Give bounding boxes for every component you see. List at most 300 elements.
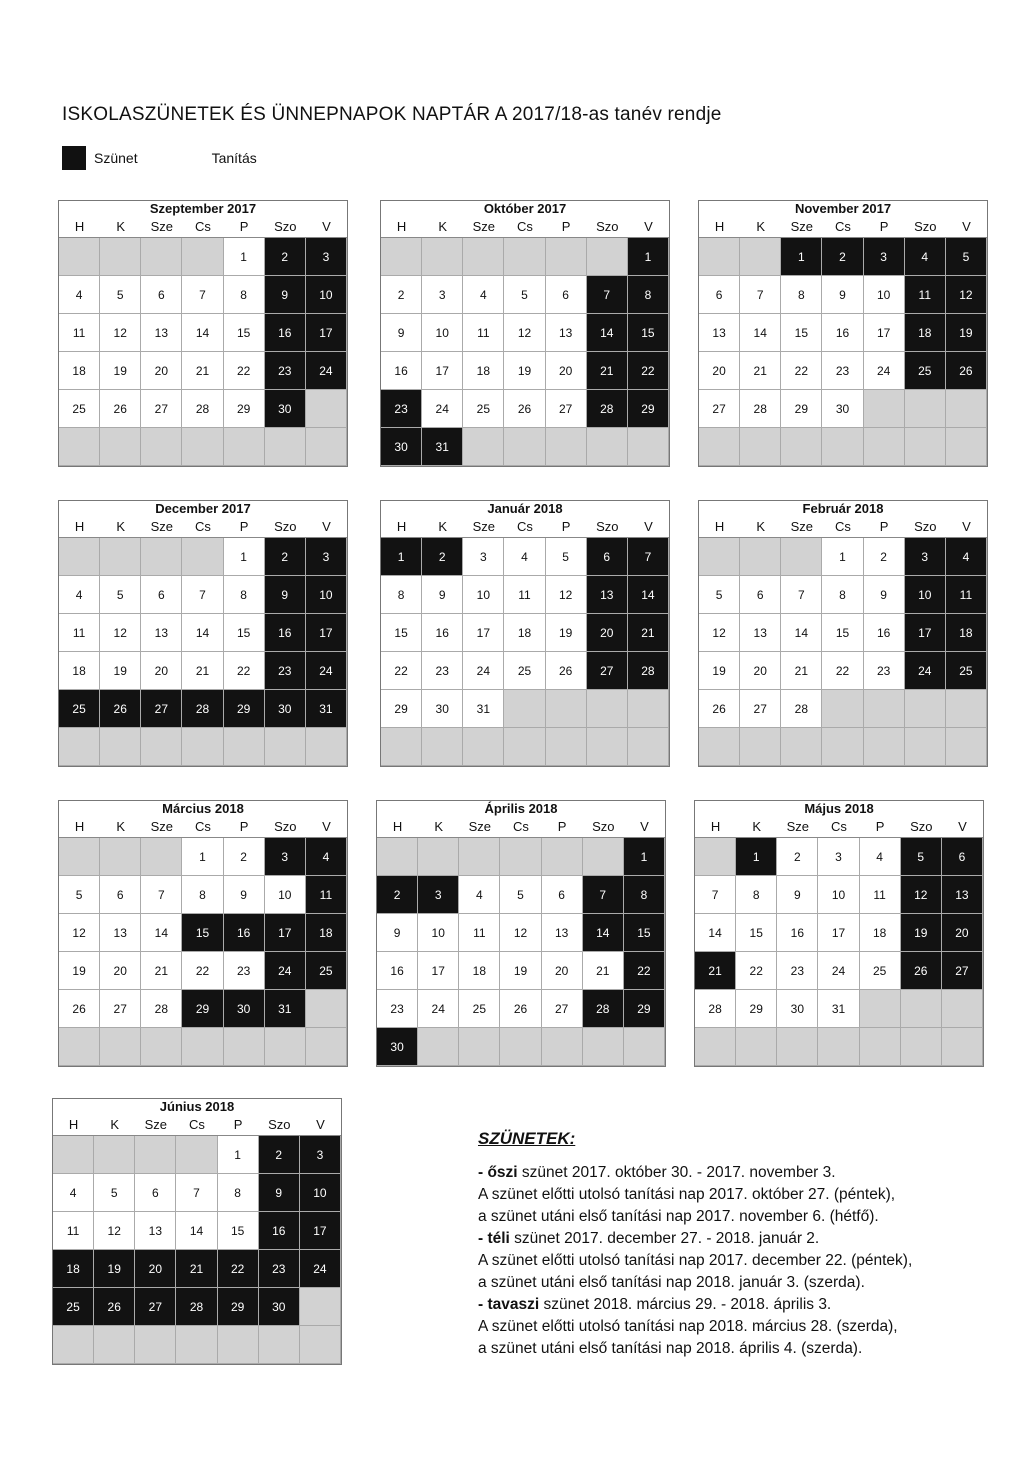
day-cell-break: 25 xyxy=(53,1288,94,1326)
day-cell: 16 xyxy=(777,914,818,952)
day-cell: 20 xyxy=(141,352,182,390)
day-cell: 23 xyxy=(224,952,265,990)
day-cell: 10 xyxy=(818,876,859,914)
weekday-label: K xyxy=(116,519,126,534)
empty-cell xyxy=(218,1326,259,1364)
day-cell: 13 xyxy=(740,614,781,652)
empty-cell xyxy=(500,1028,541,1066)
day-cell: 11 xyxy=(53,1212,94,1250)
empty-cell xyxy=(864,428,905,466)
empty-cell xyxy=(182,728,223,766)
day-cell-break: 8 xyxy=(628,276,669,314)
day-cell: 18 xyxy=(860,914,901,952)
day-cell-break: 21 xyxy=(695,952,736,990)
day-cell: 19 xyxy=(699,652,740,690)
day-cell: 24 xyxy=(422,390,463,428)
month-title: November 2017 xyxy=(794,201,892,216)
day-cell-break: 11 xyxy=(946,576,987,614)
day-cell: 11 xyxy=(860,876,901,914)
day-cell-break: 24 xyxy=(306,652,347,690)
month-title: Március 2018 xyxy=(162,801,244,816)
day-cell: 9 xyxy=(822,276,863,314)
empty-cell xyxy=(182,238,223,276)
day-cell-break: 25 xyxy=(905,352,946,390)
month-calendar xyxy=(58,800,348,1067)
weekday-label: V xyxy=(316,1117,325,1132)
month-title: Április 2018 xyxy=(484,801,558,816)
month-calendar xyxy=(376,800,666,1067)
month-calendar xyxy=(698,200,988,467)
day-cell-break: 28 xyxy=(628,652,669,690)
day-cell-break: 15 xyxy=(182,914,223,952)
day-cell-break: 3 xyxy=(265,838,306,876)
day-cell: 16 xyxy=(422,614,463,652)
day-cell-break: 28 xyxy=(587,390,628,428)
day-cell-break: 1 xyxy=(781,238,822,276)
day-cell: 10 xyxy=(422,314,463,352)
empty-cell xyxy=(377,838,418,876)
day-cell: 8 xyxy=(822,576,863,614)
empty-cell xyxy=(695,838,736,876)
day-cell: 21 xyxy=(182,352,223,390)
day-cell-break: 28 xyxy=(182,690,223,728)
empty-cell xyxy=(182,538,223,576)
day-cell: 17 xyxy=(422,352,463,390)
weekday-label: K xyxy=(438,519,448,534)
weekday-label: H xyxy=(74,819,85,834)
day-cell-break: 30 xyxy=(224,990,265,1028)
day-cell-break: 15 xyxy=(624,914,665,952)
day-cell-break: 1 xyxy=(381,538,422,576)
weekday-label: V xyxy=(958,819,967,834)
empty-cell xyxy=(905,390,946,428)
empty-cell xyxy=(587,690,628,728)
weekday-label: K xyxy=(438,219,448,234)
day-cell: 2 xyxy=(864,538,905,576)
day-cell: 5 xyxy=(699,576,740,614)
day-cell-break: 22 xyxy=(628,352,669,390)
day-cell-break: 19 xyxy=(94,1250,135,1288)
empty-cell xyxy=(94,1136,135,1174)
month-title: Május 2018 xyxy=(804,801,874,816)
weekday-label: Szo xyxy=(914,519,937,534)
day-cell: 11 xyxy=(463,314,504,352)
day-cell-break: 26 xyxy=(100,690,141,728)
day-cell-break: 3 xyxy=(306,238,347,276)
notes-lines xyxy=(478,1162,912,1360)
day-cell-break: 19 xyxy=(946,314,987,352)
day-grid xyxy=(381,237,669,466)
day-cell: 3 xyxy=(463,538,504,576)
weekday-label: P xyxy=(875,819,885,834)
day-grid xyxy=(699,537,987,766)
month-calendar xyxy=(58,200,348,467)
empty-cell xyxy=(224,1028,265,1066)
empty-cell xyxy=(135,1326,176,1364)
day-cell: 8 xyxy=(182,876,223,914)
empty-cell xyxy=(905,728,946,766)
day-grid xyxy=(59,237,347,466)
day-cell: 9 xyxy=(381,314,422,352)
empty-cell xyxy=(59,238,100,276)
day-cell: 13 xyxy=(141,314,182,352)
day-cell: 14 xyxy=(182,614,223,652)
empty-cell xyxy=(740,428,781,466)
day-grid xyxy=(53,1135,341,1364)
day-cell: 24 xyxy=(463,652,504,690)
empty-cell xyxy=(777,1028,818,1066)
day-cell: 5 xyxy=(59,876,100,914)
day-cell-break: 18 xyxy=(905,314,946,352)
note-line: - őszi szünet 2017. október 30. - 2017. november 3. xyxy=(478,1164,836,1181)
legend xyxy=(62,146,257,170)
empty-cell xyxy=(628,690,669,728)
empty-cell xyxy=(141,838,182,876)
day-cell: 29 xyxy=(736,990,777,1028)
day-cell: 24 xyxy=(418,990,459,1028)
day-cell-break: 25 xyxy=(946,652,987,690)
day-cell-break: 20 xyxy=(942,914,983,952)
weekday-label: Sze xyxy=(472,519,496,534)
day-cell-break: 30 xyxy=(377,1028,418,1066)
day-cell-break: 13 xyxy=(587,576,628,614)
day-cell-break: 22 xyxy=(624,952,665,990)
empty-cell xyxy=(141,238,182,276)
day-cell: 22 xyxy=(224,352,265,390)
empty-cell xyxy=(546,238,587,276)
empty-cell xyxy=(224,428,265,466)
empty-cell xyxy=(418,838,459,876)
day-cell: 22 xyxy=(224,652,265,690)
day-cell: 23 xyxy=(822,352,863,390)
empty-cell xyxy=(628,428,669,466)
empty-cell xyxy=(306,728,347,766)
day-cell: 1 xyxy=(218,1136,259,1174)
day-cell-break: 5 xyxy=(901,838,942,876)
day-cell-break: 2 xyxy=(265,238,306,276)
day-cell: 27 xyxy=(699,390,740,428)
day-cell-break: 14 xyxy=(628,576,669,614)
day-cell: 5 xyxy=(100,276,141,314)
empty-cell xyxy=(94,1326,135,1364)
day-cell: 25 xyxy=(504,652,545,690)
day-cell: 13 xyxy=(546,314,587,352)
day-cell: 19 xyxy=(100,652,141,690)
day-cell-break: 10 xyxy=(306,276,347,314)
empty-cell xyxy=(306,390,347,428)
empty-cell xyxy=(100,728,141,766)
day-cell: 5 xyxy=(100,576,141,614)
day-cell: 9 xyxy=(422,576,463,614)
empty-cell xyxy=(822,428,863,466)
weekday-label: Cs xyxy=(835,219,851,234)
day-cell: 15 xyxy=(224,314,265,352)
day-cell: 11 xyxy=(59,614,100,652)
day-cell-break: 29 xyxy=(182,990,223,1028)
day-cell-break: 18 xyxy=(53,1250,94,1288)
empty-cell xyxy=(946,690,987,728)
weekday-label: Szo xyxy=(596,519,619,534)
day-cell: 20 xyxy=(740,652,781,690)
day-cell-break: 29 xyxy=(628,390,669,428)
day-cell: 20 xyxy=(141,652,182,690)
day-cell: 10 xyxy=(463,576,504,614)
empty-cell xyxy=(736,1028,777,1066)
empty-cell xyxy=(463,238,504,276)
empty-cell xyxy=(100,428,141,466)
day-cell: 15 xyxy=(224,614,265,652)
day-cell-break: 29 xyxy=(224,690,265,728)
weekday-label: Szo xyxy=(274,219,297,234)
empty-cell xyxy=(583,838,624,876)
day-cell: 22 xyxy=(822,652,863,690)
empty-cell xyxy=(53,1136,94,1174)
weekday-label: V xyxy=(322,819,331,834)
day-cell: 30 xyxy=(422,690,463,728)
empty-cell xyxy=(459,838,500,876)
empty-cell xyxy=(265,728,306,766)
day-cell-break: 27 xyxy=(141,690,182,728)
weekday-label: P xyxy=(561,519,571,534)
weekday-label: V xyxy=(640,819,649,834)
day-cell: 12 xyxy=(100,614,141,652)
empty-cell xyxy=(628,728,669,766)
weekday-label: Sze xyxy=(468,819,492,834)
note-line: a szünet utáni első tanítási nap 2017. november 6. (hétfő). xyxy=(478,1208,879,1225)
empty-cell xyxy=(265,428,306,466)
empty-cell xyxy=(699,728,740,766)
empty-cell xyxy=(182,428,223,466)
empty-cell xyxy=(542,838,583,876)
empty-cell xyxy=(860,990,901,1028)
day-cell-break: 2 xyxy=(259,1136,300,1174)
day-cell: 8 xyxy=(736,876,777,914)
day-cell-break: 16 xyxy=(265,614,306,652)
empty-cell xyxy=(583,1028,624,1066)
day-cell: 5 xyxy=(546,538,587,576)
day-cell: 27 xyxy=(740,690,781,728)
day-cell-break: 8 xyxy=(624,876,665,914)
day-cell-break: 30 xyxy=(265,690,306,728)
day-cell: 20 xyxy=(546,352,587,390)
weekday-label: V xyxy=(322,219,331,234)
day-cell-break: 9 xyxy=(259,1174,300,1212)
day-cell-break: 10 xyxy=(300,1174,341,1212)
weekday-label: P xyxy=(561,219,571,234)
empty-cell xyxy=(587,238,628,276)
day-cell-break: 7 xyxy=(583,876,624,914)
day-cell: 15 xyxy=(736,914,777,952)
weekday-label: H xyxy=(714,219,725,234)
day-cell: 11 xyxy=(59,314,100,352)
empty-cell xyxy=(624,1028,665,1066)
day-cell-break: 29 xyxy=(624,990,665,1028)
empty-cell xyxy=(942,1028,983,1066)
day-cell-break: 6 xyxy=(587,538,628,576)
empty-cell xyxy=(300,1326,341,1364)
day-cell-break: 30 xyxy=(259,1288,300,1326)
empty-cell xyxy=(946,390,987,428)
empty-cell xyxy=(864,690,905,728)
breaks-notes xyxy=(478,1128,912,1360)
empty-cell xyxy=(100,538,141,576)
day-cell-break: 31 xyxy=(306,690,347,728)
note-line: A szünet előtti utolsó tanítási nap 2017. december 22. (péntek), xyxy=(478,1252,913,1269)
weekday-label: P xyxy=(239,519,249,534)
note-line: A szünet előtti utolsó tanítási nap 2018. március 28. (szerda), xyxy=(478,1318,898,1335)
day-cell: 21 xyxy=(182,652,223,690)
weekday-label: Sze xyxy=(150,819,174,834)
day-cell: 17 xyxy=(818,914,859,952)
day-cell: 31 xyxy=(818,990,859,1028)
day-cell-break: 25 xyxy=(306,952,347,990)
day-cell: 18 xyxy=(59,652,100,690)
day-cell-break: 25 xyxy=(59,690,100,728)
day-cell-break: 20 xyxy=(587,614,628,652)
weekday-label: V xyxy=(322,519,331,534)
day-cell: 18 xyxy=(59,352,100,390)
weekday-label: Szo xyxy=(274,819,297,834)
empty-cell xyxy=(587,728,628,766)
day-cell-break: 17 xyxy=(306,314,347,352)
weekday-header xyxy=(381,517,669,537)
weekday-label: Cs xyxy=(835,519,851,534)
weekday-label: Szo xyxy=(914,219,937,234)
day-cell: 26 xyxy=(504,390,545,428)
day-cell-break: 9 xyxy=(265,276,306,314)
empty-cell xyxy=(942,990,983,1028)
empty-cell xyxy=(864,390,905,428)
empty-cell xyxy=(59,728,100,766)
day-cell-break: 26 xyxy=(946,352,987,390)
day-cell: 23 xyxy=(864,652,905,690)
day-cell-break: 16 xyxy=(224,914,265,952)
day-cell: 17 xyxy=(463,614,504,652)
empty-cell xyxy=(504,728,545,766)
day-cell: 13 xyxy=(699,314,740,352)
weekday-header xyxy=(59,817,347,837)
day-cell: 4 xyxy=(504,538,545,576)
day-cell: 26 xyxy=(500,990,541,1028)
empty-cell xyxy=(546,690,587,728)
day-cell-break: 2 xyxy=(265,538,306,576)
empty-cell xyxy=(300,1288,341,1326)
day-cell: 6 xyxy=(141,276,182,314)
empty-cell xyxy=(740,538,781,576)
weekday-label: Cs xyxy=(517,519,533,534)
day-cell: 23 xyxy=(777,952,818,990)
weekday-label: V xyxy=(962,219,971,234)
weekday-label: Cs xyxy=(513,819,529,834)
empty-cell xyxy=(504,690,545,728)
day-cell: 4 xyxy=(53,1174,94,1212)
day-cell: 3 xyxy=(818,838,859,876)
weekday-header xyxy=(53,1115,341,1135)
day-cell-break: 3 xyxy=(905,538,946,576)
empty-cell xyxy=(699,538,740,576)
weekday-label: H xyxy=(710,819,721,834)
day-cell: 3 xyxy=(422,276,463,314)
day-cell: 4 xyxy=(463,276,504,314)
empty-cell xyxy=(224,728,265,766)
day-cell-break: 10 xyxy=(306,576,347,614)
weekday-label: Cs xyxy=(831,819,847,834)
weekday-label: Szo xyxy=(910,819,933,834)
day-cell: 14 xyxy=(182,314,223,352)
month-calendar xyxy=(52,1098,342,1365)
weekday-label: Cs xyxy=(189,1117,205,1132)
day-cell-break: 27 xyxy=(587,652,628,690)
empty-cell xyxy=(141,1028,182,1066)
day-cell: 31 xyxy=(463,690,504,728)
day-cell: 30 xyxy=(777,990,818,1028)
weekday-label: K xyxy=(116,219,126,234)
weekday-header xyxy=(695,817,983,837)
day-cell: 14 xyxy=(781,614,822,652)
empty-cell xyxy=(100,238,141,276)
day-cell-break: 4 xyxy=(905,238,946,276)
day-cell: 5 xyxy=(500,876,541,914)
day-cell: 1 xyxy=(822,538,863,576)
day-cell: 15 xyxy=(381,614,422,652)
day-cell-break: 23 xyxy=(265,352,306,390)
weekday-label: P xyxy=(879,519,889,534)
weekday-label: P xyxy=(239,819,249,834)
day-cell-break: 30 xyxy=(381,428,422,466)
day-cell: 6 xyxy=(740,576,781,614)
empty-cell xyxy=(542,1028,583,1066)
day-cell: 7 xyxy=(182,576,223,614)
break-name: - őszi xyxy=(478,1164,518,1181)
day-cell: 22 xyxy=(736,952,777,990)
day-cell-break: 17 xyxy=(306,614,347,652)
weekday-label: H xyxy=(396,219,407,234)
month-calendar xyxy=(694,800,984,1067)
day-cell: 28 xyxy=(182,390,223,428)
day-cell: 19 xyxy=(100,352,141,390)
day-cell: 8 xyxy=(381,576,422,614)
month-title: Október 2017 xyxy=(483,201,567,216)
day-cell-break: 18 xyxy=(306,914,347,952)
weekday-label: Sze xyxy=(150,519,174,534)
weekday-label: Sze xyxy=(790,219,814,234)
weekday-label: H xyxy=(396,519,407,534)
empty-cell xyxy=(463,728,504,766)
day-cell: 12 xyxy=(59,914,100,952)
day-cell-break: 30 xyxy=(265,390,306,428)
day-cell-break: 18 xyxy=(946,614,987,652)
day-cell: 29 xyxy=(224,390,265,428)
day-cell-break: 2 xyxy=(377,876,418,914)
day-cell-break: 27 xyxy=(942,952,983,990)
weekday-label: H xyxy=(68,1117,79,1132)
weekday-label: Sze xyxy=(472,219,496,234)
month-title: December 2017 xyxy=(155,501,251,516)
day-cell: 6 xyxy=(542,876,583,914)
weekday-label: Szo xyxy=(268,1117,291,1132)
empty-cell xyxy=(259,1326,300,1364)
day-cell: 16 xyxy=(381,352,422,390)
day-cell: 29 xyxy=(781,390,822,428)
day-cell-break: 26 xyxy=(94,1288,135,1326)
day-cell: 26 xyxy=(59,990,100,1028)
day-cell: 8 xyxy=(781,276,822,314)
day-cell-break: 3 xyxy=(306,538,347,576)
day-cell: 2 xyxy=(224,838,265,876)
day-cell-break: 24 xyxy=(300,1250,341,1288)
day-cell: 8 xyxy=(224,576,265,614)
weekday-label: Sze xyxy=(790,519,814,534)
